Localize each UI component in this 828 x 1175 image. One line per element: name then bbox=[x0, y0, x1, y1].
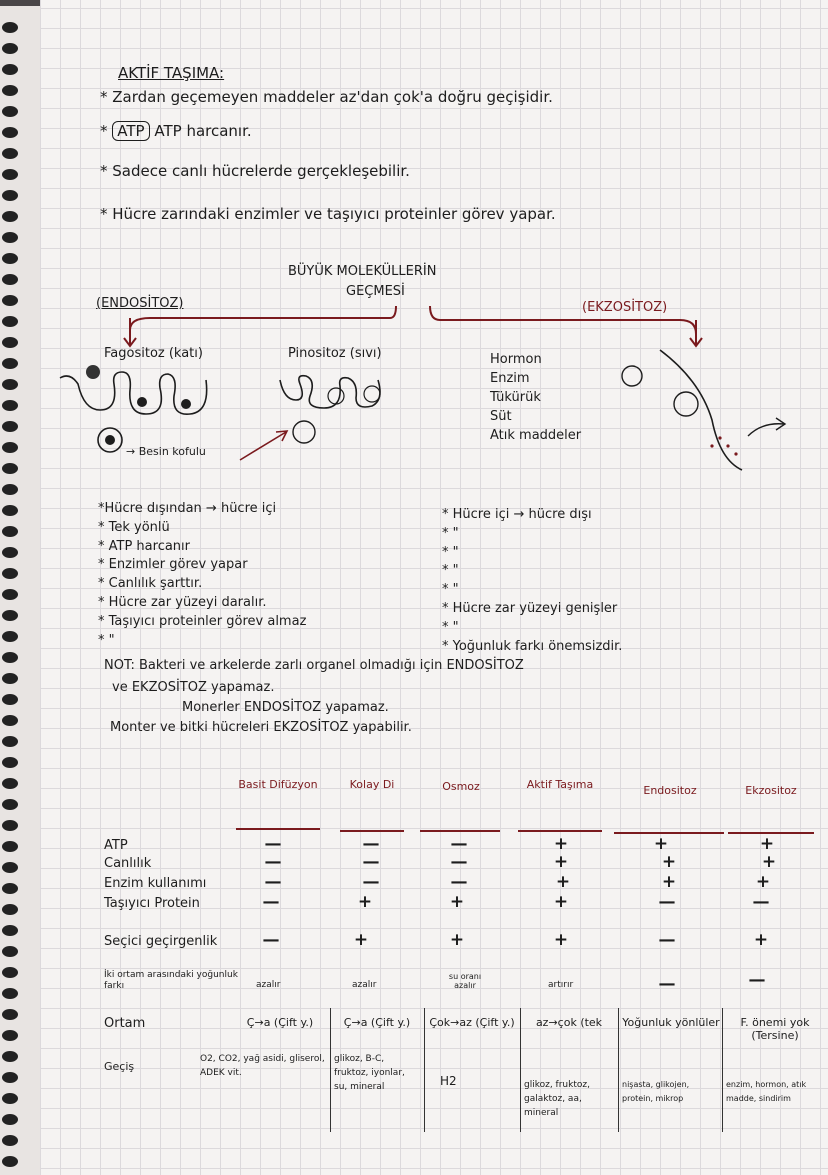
list-item: * " bbox=[442, 619, 459, 635]
food-vacuole-label: → Besin kofulu bbox=[126, 445, 206, 458]
list-item: * " bbox=[442, 525, 459, 541]
table-cell: + bbox=[761, 852, 777, 872]
table-cell: + bbox=[555, 872, 571, 892]
particle-icon bbox=[137, 397, 147, 407]
list-item: Süt bbox=[490, 409, 512, 424]
header-underline bbox=[518, 830, 602, 832]
table-cell: + bbox=[753, 930, 769, 950]
table-cell: + bbox=[755, 872, 771, 892]
intro-line: * Zardan geçemeyen maddeler az'dan çok'a doğru geçişidir. bbox=[100, 88, 553, 106]
released-particle bbox=[726, 444, 729, 447]
list-item: * Enzimler görev yapar bbox=[98, 557, 248, 573]
header-underline bbox=[420, 830, 500, 832]
particle-icon bbox=[181, 399, 191, 409]
table-cell: + bbox=[553, 834, 569, 854]
column-header: Aktif Taşıma bbox=[526, 778, 594, 791]
column-divider bbox=[520, 1008, 521, 1132]
droplet-icon bbox=[328, 388, 344, 404]
list-item: * " bbox=[442, 563, 459, 579]
column-header: Endositoz bbox=[643, 784, 697, 797]
table-cell: — bbox=[362, 872, 380, 892]
table-cell: — bbox=[262, 892, 280, 912]
ortam-cell: Ç→a (Çift y.) bbox=[246, 1016, 314, 1029]
pinocytosis-label: Pinositoz (sıvı) bbox=[288, 346, 382, 361]
gecis-cell: glikoz, B-C, fruktoz, iyonlar, su, mineral bbox=[334, 1054, 405, 1092]
endocytosis-properties bbox=[98, 500, 306, 650]
vesicle-icon bbox=[622, 366, 642, 386]
row-label: İki ortam arasındaki yoğunluk farkı bbox=[104, 970, 238, 991]
table-cell: + bbox=[553, 930, 569, 950]
gecis-cell: H2 bbox=[440, 1074, 457, 1088]
table-cell: + bbox=[661, 872, 677, 892]
released-particle bbox=[734, 452, 737, 455]
table-cell: — bbox=[362, 834, 380, 854]
table-cell: + bbox=[449, 892, 465, 912]
row-label: Ortam bbox=[104, 1016, 146, 1031]
column-header: Ekzositoz bbox=[745, 784, 797, 797]
table-cell: — bbox=[658, 974, 676, 994]
row-label: Canlılık bbox=[104, 856, 152, 871]
note-line: NOT: Bakteri ve arkelerde zarlı organel olmadığı için ENDOSİTOZ bbox=[104, 658, 524, 673]
list-item: * Canlılık şarttır. bbox=[98, 576, 203, 592]
table-cell: — bbox=[264, 834, 282, 854]
exocytosis-membrane bbox=[660, 350, 742, 470]
table-cell: — bbox=[450, 872, 468, 892]
atp-burst-icon: ATP bbox=[112, 121, 149, 141]
intro-line: * Sadece canlı hücrelerde gerçekleşebilir. bbox=[100, 162, 410, 180]
ortam-cell: az→çok (tek bbox=[535, 1016, 603, 1029]
column-divider bbox=[722, 1008, 723, 1132]
list-item: * " bbox=[442, 582, 459, 598]
table-cell: + bbox=[759, 834, 775, 854]
column-header: Kolay Di bbox=[349, 778, 395, 791]
table-cell: — bbox=[262, 930, 280, 950]
exocytosis-properties bbox=[442, 506, 622, 656]
table-cell: — bbox=[752, 892, 770, 912]
list-item: * Hücre zar yüzeyi genişler bbox=[442, 600, 618, 616]
gecis-cell: enzim, hormon, atık madde, sindirim bbox=[726, 1080, 807, 1103]
list-item: * Hücre zar yüzeyi daralır. bbox=[98, 594, 267, 610]
released-particle bbox=[718, 436, 721, 439]
vacuole-arrow bbox=[240, 431, 287, 460]
exocytosis-arrow bbox=[748, 418, 785, 436]
phagocytosis-label: Fagositoz (katı) bbox=[104, 346, 203, 361]
row-label: Enzim kullanımı bbox=[104, 876, 207, 891]
column-divider bbox=[330, 1008, 331, 1132]
pinocytosis-membrane bbox=[280, 376, 380, 408]
vacuole-inner bbox=[105, 435, 115, 445]
exocytosis-label: (EKZOSİTOZ) bbox=[582, 300, 668, 315]
intro-line: * ATP ATP harcanır. bbox=[100, 122, 252, 140]
pino-vacuole-icon bbox=[293, 421, 315, 443]
note-line: Monerler ENDOSİTOZ yapamaz. bbox=[182, 700, 389, 715]
row-label: Seçici geçirgenlik bbox=[104, 934, 218, 949]
table-cell: — bbox=[264, 852, 282, 872]
note-line: ve EKZOSİTOZ yapamaz. bbox=[112, 680, 275, 695]
list-item: * " bbox=[442, 544, 459, 560]
droplet-icon bbox=[364, 386, 380, 402]
gecis-cell: glikoz, fruktoz, galaktoz, aa, mineral bbox=[524, 1080, 590, 1118]
list-item: Hormon bbox=[490, 352, 542, 367]
table-cell: artırır bbox=[548, 980, 574, 990]
table-cell: — bbox=[450, 852, 468, 872]
column-header: Osmoz bbox=[442, 780, 480, 793]
list-item: Atık maddeler bbox=[490, 428, 582, 443]
ortam-cell: F. önemi yok (Tersine) bbox=[740, 1016, 810, 1042]
big-molecules-title-2: GEÇMESİ bbox=[346, 284, 405, 299]
heading: AKTİF TAŞIMA: bbox=[118, 64, 225, 82]
list-item: * Yoğunluk farkı önemsizdir. bbox=[442, 638, 623, 654]
header-underline bbox=[340, 830, 404, 832]
list-item: * Hücre içi → hücre dışı bbox=[442, 507, 592, 522]
table-cell: — bbox=[450, 834, 468, 854]
list-item: * Tek yönlü bbox=[98, 519, 170, 535]
intro-line: * Hücre zarındaki enzimler ve taşıyıcı proteinler görev yapar. bbox=[100, 205, 556, 223]
table-cell: — bbox=[658, 892, 676, 912]
table-cell: azalır bbox=[256, 980, 281, 990]
table-cell: — bbox=[362, 852, 380, 872]
list-item: * Taşıyıcı proteinler görev almaz bbox=[98, 613, 307, 629]
column-divider bbox=[424, 1008, 425, 1132]
table-cell: + bbox=[357, 892, 373, 912]
table-cell: + bbox=[653, 834, 669, 854]
endocytosis-label: (ENDOSİTOZ) bbox=[96, 296, 184, 311]
big-molecules-title: BÜYÜK MOLEKÜLLERİN bbox=[288, 264, 437, 279]
table-cell: — bbox=[264, 872, 282, 892]
vesicle-icon bbox=[674, 392, 698, 416]
exo-materials-list bbox=[490, 350, 581, 445]
list-item: * ATP harcanır bbox=[98, 538, 191, 554]
table-cell: — bbox=[658, 930, 676, 950]
row-label: ATP bbox=[104, 838, 128, 853]
gecis-cell: O2, CO2, yağ asidi, gliserol, ADEK vit. bbox=[200, 1054, 325, 1078]
atp-text: ATP harcanır. bbox=[154, 122, 252, 140]
table-cell: + bbox=[553, 852, 569, 872]
table-cell: — bbox=[748, 970, 766, 990]
ortam-cell: Çok→az (Çift y.) bbox=[429, 1016, 515, 1029]
column-divider bbox=[618, 1008, 619, 1132]
ortam-cell: Yoğunluk yönlüler bbox=[622, 1016, 720, 1029]
list-item: Tükürük bbox=[490, 390, 541, 405]
header-underline bbox=[236, 828, 320, 830]
table-cell: + bbox=[353, 930, 369, 950]
released-particle bbox=[710, 444, 713, 447]
note-line: Monter ve bitki hücreleri EKZOSİTOZ yapabilir. bbox=[110, 720, 412, 735]
table-cell: + bbox=[449, 930, 465, 950]
table-cell: azalır bbox=[352, 980, 377, 990]
list-item: * " bbox=[98, 632, 115, 648]
table-cell: su oranı azalır bbox=[448, 972, 482, 990]
particle-icon bbox=[86, 365, 100, 379]
row-label: Geçiş bbox=[104, 1060, 135, 1073]
row-label: Taşıyıcı Protein bbox=[104, 896, 200, 911]
table-cell: + bbox=[661, 852, 677, 872]
table-cell: + bbox=[553, 892, 569, 912]
gecis-cell: nişasta, glikojen, protein, mikrop bbox=[622, 1080, 690, 1103]
column-header: Basit Difüzyon bbox=[238, 778, 318, 791]
list-item: *Hücre dışından → hücre içi bbox=[98, 501, 277, 516]
list-item: Enzim bbox=[490, 371, 530, 386]
ortam-cell: Ç→a (Çift y.) bbox=[343, 1016, 411, 1029]
